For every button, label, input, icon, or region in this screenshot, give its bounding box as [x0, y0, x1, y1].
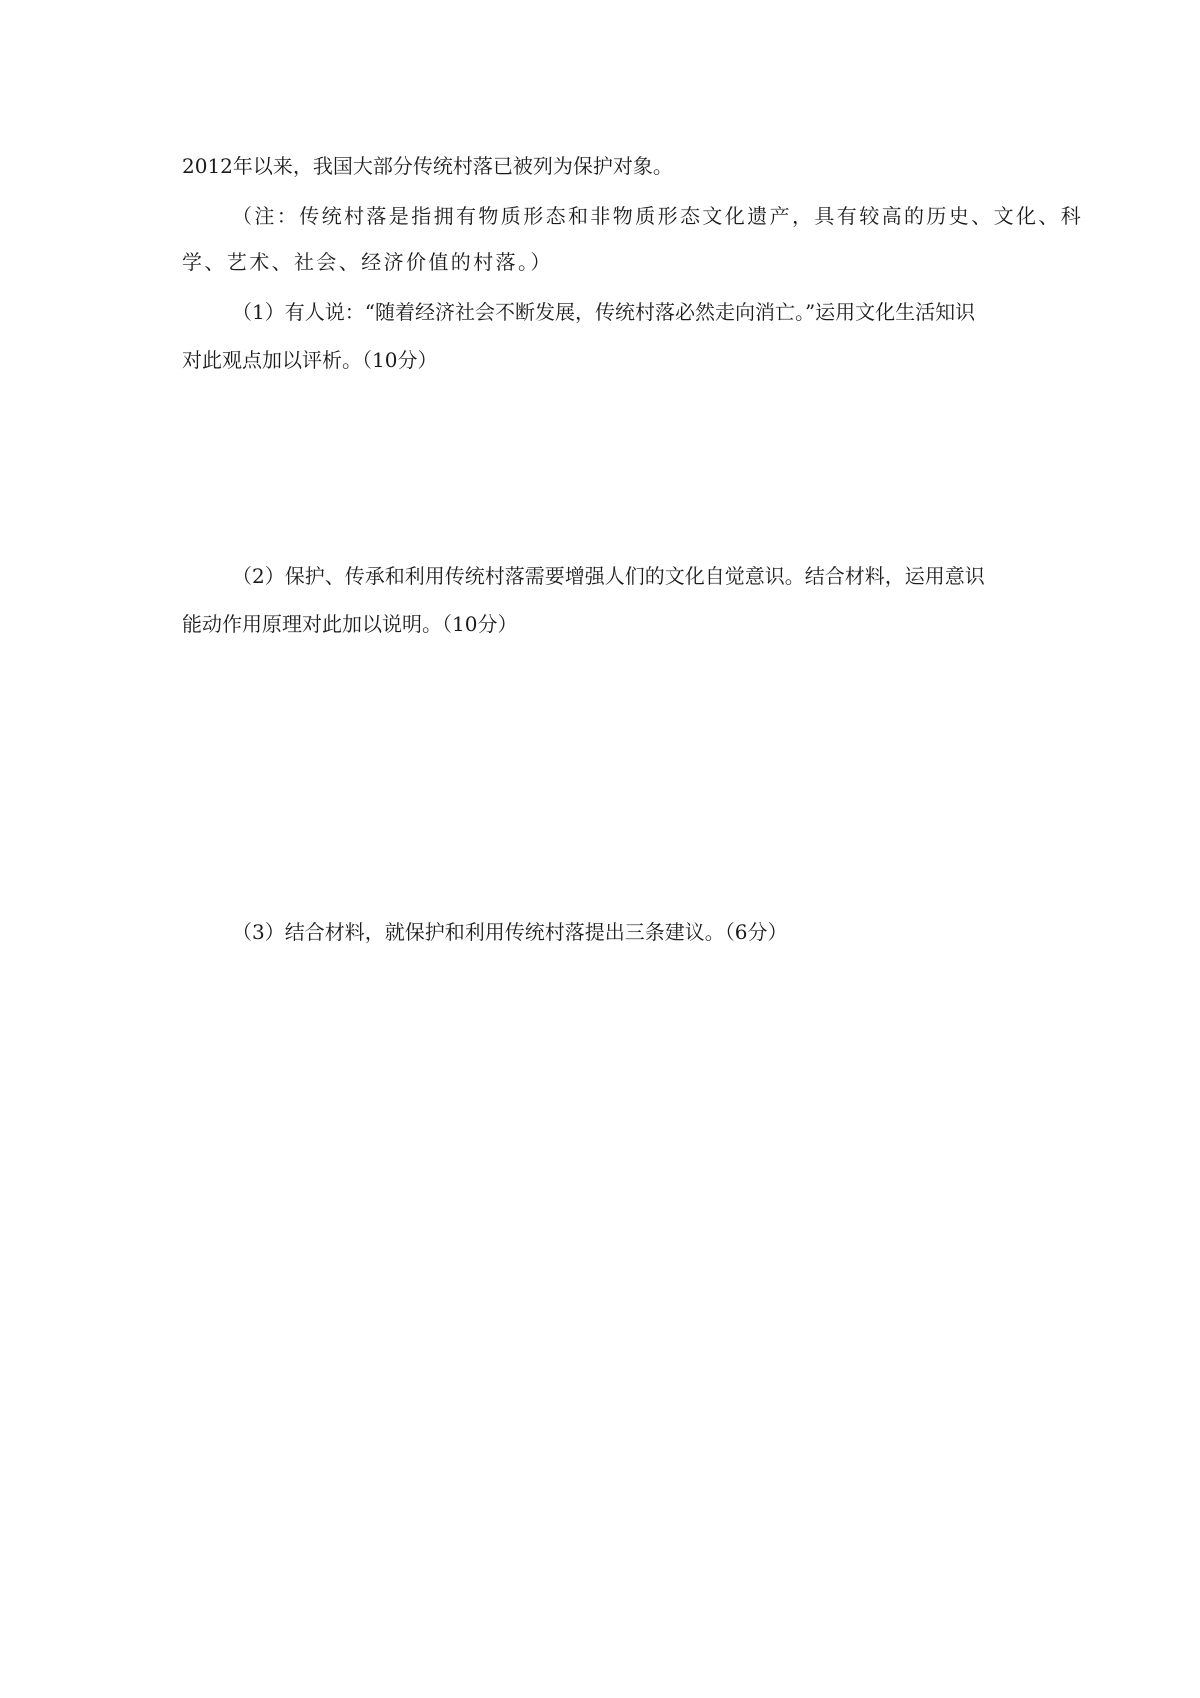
question-1-line-1: （1）有人说：“随着经济社会不断发展，传统村落必然走向消亡。”运用文化生活知识 [232, 300, 976, 324]
question-3-line-1: （3）结合材料，就保护和利用传统村落提出三条建议。（6分） [232, 920, 788, 944]
note-line-2: 学、艺术、社会、经济价值的村落。） [182, 250, 553, 274]
intro-line: 2012年以来，我国大部分传统村落已被列为保护对象。 [182, 154, 673, 178]
note-line-1: （注：传统村落是指拥有物质形态和非物质形态文化遗产，具有较高的历史、文化、科 [232, 204, 1084, 228]
question-2-line-1: （2）保护、传承和利用传统村落需要增强人们的文化自觉意识。结合材料，运用意识 [232, 564, 985, 588]
question-2-line-2: 能动作用原理对此加以说明。（10分） [182, 612, 518, 636]
question-1-line-2: 对此观点加以评析。（10分） [182, 348, 438, 372]
